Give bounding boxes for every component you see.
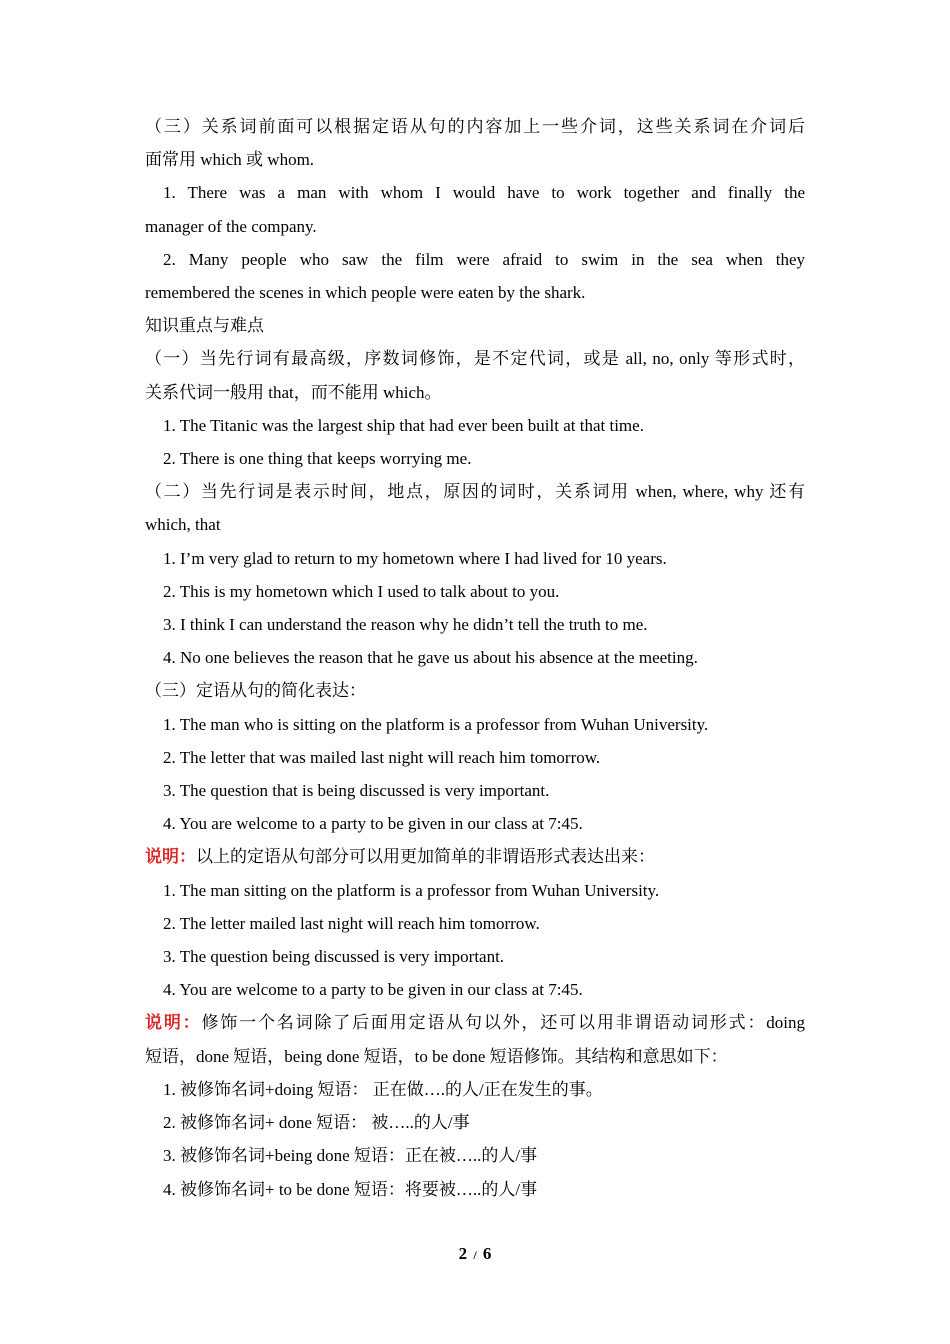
section-title: 知识重点与难点 — [145, 316, 264, 336]
section-heading: （一）当先行词有最高级，序数词修饰，是不定代词，或是 all, no, only 等形式时， — [145, 349, 805, 369]
section-heading: （三）关系词前面可以根据定语从句的内容加上一些介词，这些关系词在介词后 — [145, 117, 805, 136]
page-number — [0, 1240, 950, 1269]
document-body — [145, 110, 805, 1206]
note-label: 说明： — [145, 1013, 202, 1033]
structure-item: 4. 被修饰名词+ to be done 短语：将要被…..的人/事 — [163, 1179, 538, 1199]
example-sentence: 3. The question that is being discussed is very important. — [163, 781, 550, 801]
example-sentence: 4. You are welcome to a party to be given in our class at 7:45. — [163, 814, 583, 834]
paragraph-line: 面常用 which 或 whom. — [145, 150, 315, 170]
note-label: 说明： — [145, 847, 196, 867]
example-sentence: 1. The man who is sitting on the platform is a professor from Wuhan University. — [163, 714, 709, 734]
paragraph-line: remembered the scenes in which people were eaten by the shark. — [145, 283, 586, 303]
paragraph-line: 短语，done 短语，being done 短语，to be done 短语修饰。其结构和意思如下： — [145, 1046, 728, 1066]
example-sentence: 2. The letter that was mailed last night will reach him tomorrow. — [163, 747, 601, 767]
page-separator: / — [473, 1248, 477, 1262]
note-text: 以上的定语从句部分可以用更加简单的非谓语形式表达出来： — [196, 847, 655, 867]
example-sentence: 2. Many people who saw the film were afraid to swim in the sea when they — [163, 249, 805, 269]
structure-item: 3. 被修饰名词+being done 短语：正在被…..的人/事 — [163, 1146, 538, 1166]
paragraph-line: which, that — [145, 515, 221, 535]
example-sentence: 1. The Titanic was the largest ship that had ever been built at that time. — [163, 415, 644, 435]
current-page: 2 — [458, 1244, 468, 1263]
section-heading: （二）当先行词是表示时间，地点，原因的词时，关系词用 when, where, why 还有 — [145, 482, 805, 502]
paragraph-line: manager of the company. — [145, 216, 317, 236]
example-sentence: 2. There is one thing that keeps worrying me. — [163, 449, 472, 469]
paragraph-line: 关系代词一般用 that，而不能用 which。 — [145, 382, 442, 402]
example-sentence: 1. There was a man with whom I would have to work together and finally the — [163, 183, 805, 203]
example-sentence: 3. I think I can understand the reason why he didn’t tell the truth to me. — [163, 615, 648, 635]
example-sentence: 3. The question being discussed is very important. — [163, 947, 505, 967]
example-sentence: 2. This is my hometown which I used to talk about to you. — [163, 581, 560, 601]
note-paragraph — [145, 1006, 805, 1039]
section-heading: （三）定语从句的简化表达： — [145, 681, 366, 701]
example-sentence: 2. The letter mailed last night will reach him tomorrow. — [163, 913, 540, 933]
example-sentence: 1. The man sitting on the platform is a professor from Wuhan University. — [163, 880, 660, 900]
example-sentence: 4. You are welcome to a party to be given in our class at 7:45. — [163, 980, 583, 1000]
example-sentence: 4. No one believes the reason that he gave us about his absence at the meeting. — [163, 648, 698, 668]
example-sentence: 1. I’m very glad to return to my hometown where I had lived for 10 years. — [163, 548, 667, 568]
structure-item: 2. 被修饰名词+ done 短语： 被…..的人/事 — [163, 1113, 470, 1133]
structure-item: 1. 被修饰名词+doing 短语： 正在做….的人/正在发生的事。 — [163, 1079, 603, 1099]
total-pages: 6 — [482, 1244, 492, 1263]
note-paragraph — [145, 840, 805, 873]
note-text: 修饰一个名词除了后面用定语从句以外，还可以用非谓语动词形式：doing — [201, 1013, 805, 1033]
